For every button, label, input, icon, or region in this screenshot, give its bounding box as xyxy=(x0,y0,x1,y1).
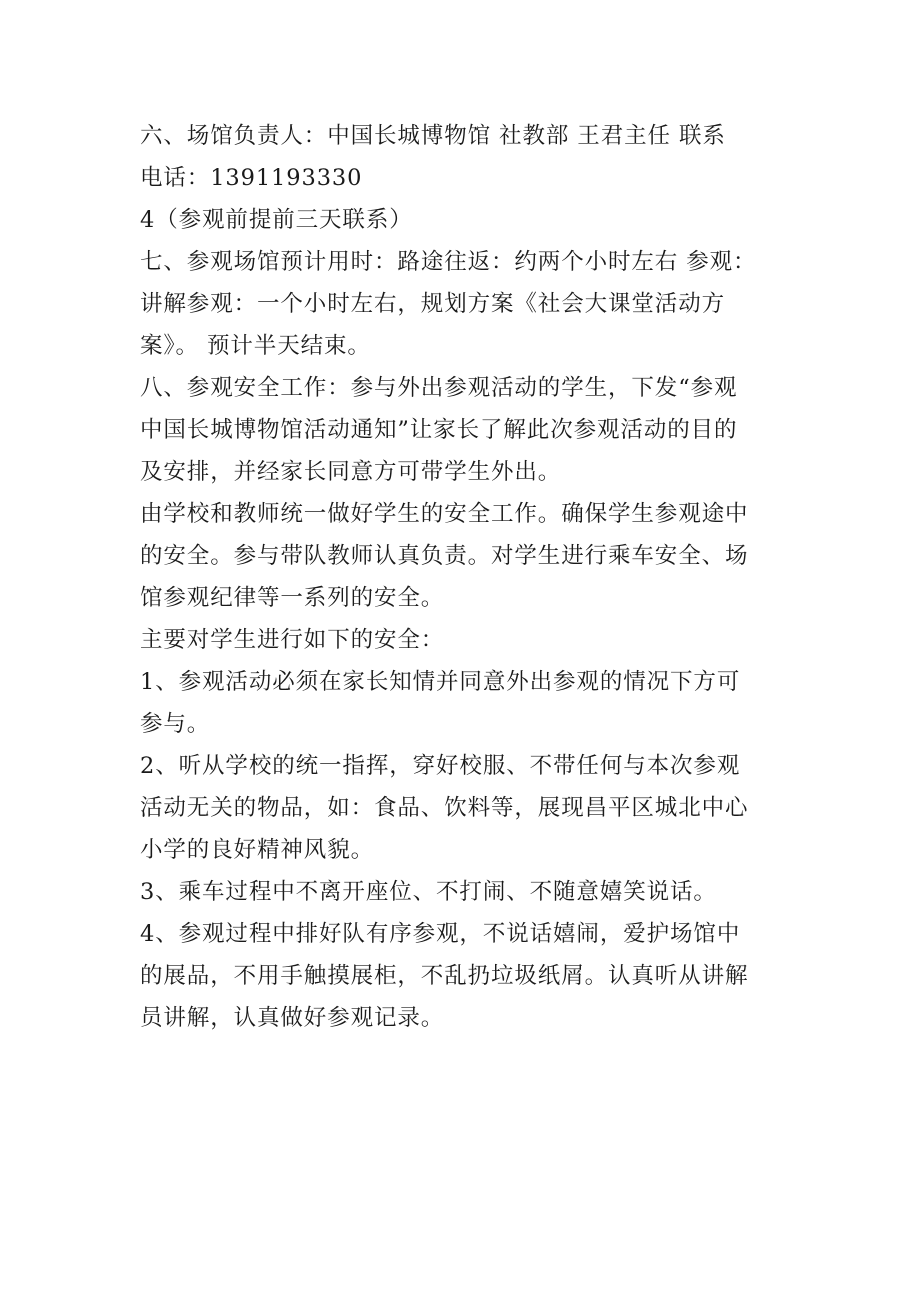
document-body xyxy=(140,115,790,1039)
paragraph-safety-intro: 主要对学生进行如下的安全： xyxy=(140,627,445,653)
paragraph-venue-contact: 六、场馆负责人：中国长城博物馆 社教部 王君主任 联系 电话：1391193330 xyxy=(140,123,726,191)
paragraph-contact-note: 4（参观前提前三天联系） xyxy=(140,207,413,233)
paragraph-rule-1: 1、参观活动必须在家长知情并同意外出参观的情况下方可 参与。 xyxy=(140,669,741,737)
paragraph-rule-4: 4、参观过程中排好队有序参观，不说话嬉闹，爱护场馆中 的展品，不用手触摸展柜，不乱扔垃圾纸屑。认真听从讲解 员讲解，认真做好参观记录。 xyxy=(140,921,749,1031)
paragraph-rule-2: 2、听从学校的统一指挥，穿好校服、不带任何与本次参观 活动无关的物品，如：食品、饮料等，展现昌平区城北中心 小学的良好精神风貌。 xyxy=(140,753,749,863)
paragraph-safety-work: 八、参观安全工作：参与外出参观活动的学生，下发“参观 中国长城博物馆活动通知”让家长了解此次参观活动的目的 及安排，并经家长同意方可带学生外出。 xyxy=(140,375,738,485)
paragraph-rule-3: 3、乘车过程中不离开座位、不打闹、不随意嬉笑说话。 xyxy=(140,879,717,905)
paragraph-school-safety: 由学校和教师统一做好学生的安全工作。确保学生参观途中 的安全。参与带队教师认真负责。对学生进行乘车安全、场 馆参观纪律等一系列的安全。 xyxy=(140,501,749,611)
paragraph-visit-duration: 七、参观场馆预计用时：路途往返：约两个小时左右 参观： 讲解参观：一个小时左右，规划方案《社会大课堂活动方 案》。 预计半天结束。 xyxy=(140,249,757,359)
